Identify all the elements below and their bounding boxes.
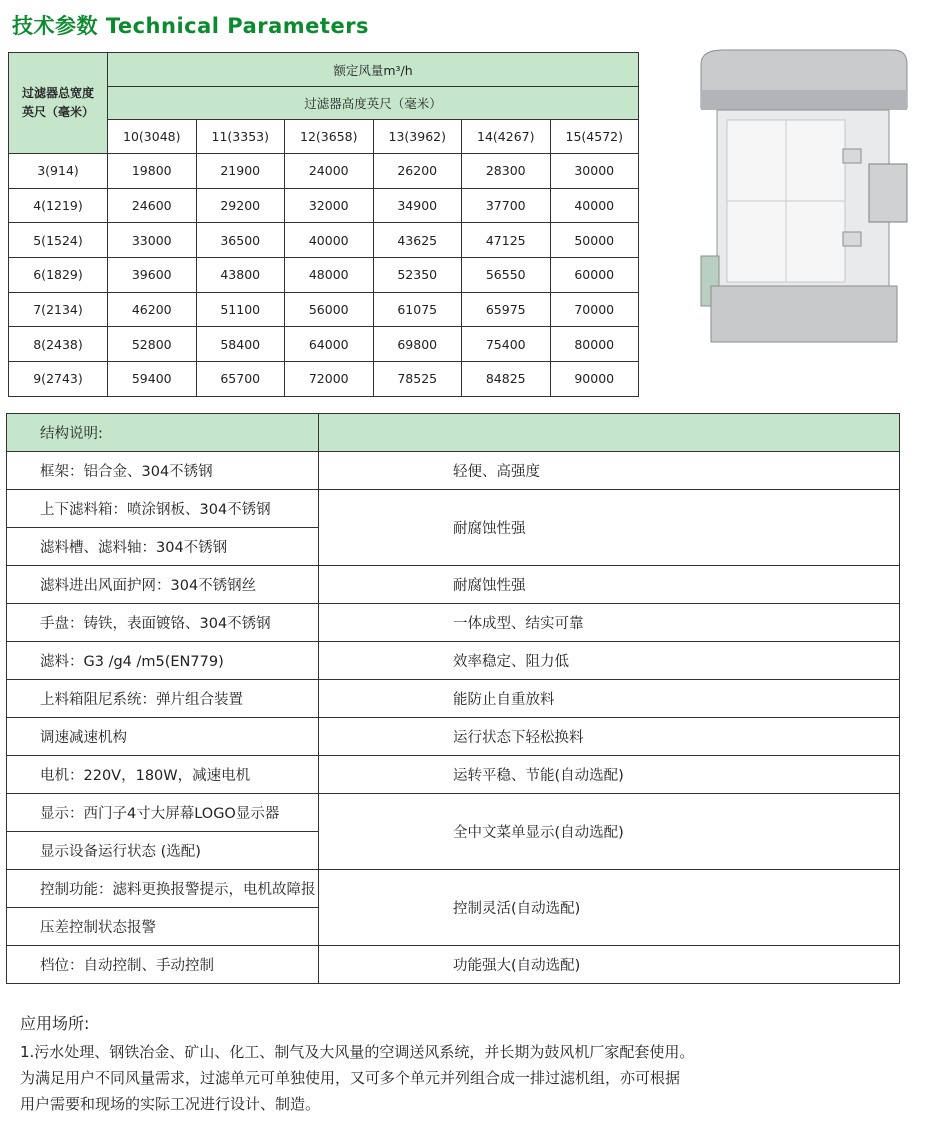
airflow-cell: 43800	[196, 258, 285, 293]
structure-item: 显示设备运行状态 (选配)	[7, 832, 319, 870]
width-cell: 3(914)	[9, 154, 108, 189]
airflow-cell: 32000	[285, 188, 374, 223]
airflow-cell: 75400	[462, 327, 551, 362]
application-section	[20, 1011, 900, 1117]
airflow-cell: 43625	[373, 223, 462, 258]
airflow-cell: 30000	[550, 154, 639, 189]
airflow-cell: 78525	[373, 362, 462, 397]
airflow-cell: 46200	[108, 292, 197, 327]
airflow-cell: 48000	[285, 258, 374, 293]
structure-item: 滤料：G3 /g4 /m5(EN779)	[7, 642, 319, 680]
structure-item: 电机：220V，180W，减速电机	[7, 756, 319, 794]
airflow-cell: 24000	[285, 154, 374, 189]
structure-item: 控制功能：滤料更换报警提示，电机故障报	[7, 870, 319, 908]
structure-table	[6, 413, 900, 984]
feature-cell: 功能强大(自动选配)	[319, 946, 900, 984]
structure-item: 调速减速机构	[7, 718, 319, 756]
table-row	[9, 327, 639, 362]
title-cn: 技术参数	[12, 14, 98, 38]
airflow-cell: 65700	[196, 362, 285, 397]
height-column-header: 14(4267)	[462, 120, 551, 154]
width-cell: 9(2743)	[9, 362, 108, 397]
application-heading: 应用场所:	[20, 1014, 90, 1033]
airflow-cell: 84825	[462, 362, 551, 397]
application-line: 1.污水处理、钢铁冶金、矿山、化工、制气及大风量的空调送风系统，并长期为鼓风机厂家配套使用。	[20, 1043, 695, 1061]
height-column-header: 13(3962)	[373, 120, 462, 154]
airflow-cell: 26200	[373, 154, 462, 189]
structure-header: 结构说明:	[7, 414, 319, 452]
height-header: 过滤器高度英尺（毫米）	[108, 87, 639, 120]
feature-cell: 运行状态下轻松换料	[319, 718, 900, 756]
airflow-cell: 28300	[462, 154, 551, 189]
table-row	[9, 154, 639, 189]
airflow-cell: 33000	[108, 223, 197, 258]
airflow-cell: 19800	[108, 154, 197, 189]
application-line: 用户需要和现场的实际工况进行设计、制造。	[20, 1095, 321, 1113]
airflow-cell: 61075	[373, 292, 462, 327]
structure-header-blank	[319, 414, 900, 452]
airflow-cell: 65975	[462, 292, 551, 327]
structure-item: 显示：西门子4寸大屏幕LOGO显示器	[7, 794, 319, 832]
airflow-cell: 21900	[196, 154, 285, 189]
airflow-cell: 64000	[285, 327, 374, 362]
table-row	[9, 362, 639, 397]
airflow-cell: 52350	[373, 258, 462, 293]
airflow-cell: 24600	[108, 188, 197, 223]
airflow-cell: 56000	[285, 292, 374, 327]
title-en: Technical Parameters	[105, 14, 370, 38]
feature-cell: 全中文菜单显示(自动选配)	[319, 794, 900, 870]
table-row	[9, 292, 639, 327]
structure-item: 档位：自动控制、手动控制	[7, 946, 319, 984]
table-row	[9, 188, 639, 223]
structure-item: 压差控制状态报警	[7, 908, 319, 946]
height-column-header: 12(3658)	[285, 120, 374, 154]
feature-cell: 控制灵活(自动选配)	[319, 870, 900, 946]
airflow-cell: 52800	[108, 327, 197, 362]
airflow-cell: 47125	[462, 223, 551, 258]
feature-cell: 效率稳定、阻力低	[319, 642, 900, 680]
airflow-cell: 58400	[196, 327, 285, 362]
width-cell: 5(1524)	[9, 223, 108, 258]
width-header: 过滤器总宽度 英尺（毫米）	[9, 53, 108, 154]
airflow-cell: 51100	[196, 292, 285, 327]
airflow-cell: 60000	[550, 258, 639, 293]
structure-item: 滤料槽、滤料轴：304不锈钢	[7, 528, 319, 566]
height-column-header: 10(3048)	[108, 120, 197, 154]
application-line: 为满足用户不同风量需求，过滤单元可单独使用，又可多个单元并列组合成一排过滤机组，亦可根据	[20, 1069, 681, 1087]
airflow-cell: 80000	[550, 327, 639, 362]
airflow-cell: 56550	[462, 258, 551, 293]
airflow-cell: 90000	[550, 362, 639, 397]
width-cell: 7(2134)	[9, 292, 108, 327]
height-column-header: 11(3353)	[196, 120, 285, 154]
airflow-cell: 40000	[550, 188, 639, 223]
parameters-table	[8, 52, 639, 397]
width-cell: 8(2438)	[9, 327, 108, 362]
page-title	[12, 10, 369, 40]
feature-cell: 耐腐蚀性强	[319, 566, 900, 604]
feature-cell: 耐腐蚀性强	[319, 490, 900, 566]
airflow-cell: 40000	[285, 223, 374, 258]
structure-item: 滤料进出风面护网：304不锈钢丝	[7, 566, 319, 604]
airflow-cell: 34900	[373, 188, 462, 223]
width-cell: 4(1219)	[9, 188, 108, 223]
width-cell: 6(1829)	[9, 258, 108, 293]
feature-cell: 一体成型、结实可靠	[319, 604, 900, 642]
feature-cell: 能防止自重放料	[319, 680, 900, 718]
airflow-cell: 59400	[108, 362, 197, 397]
airflow-cell: 36500	[196, 223, 285, 258]
airflow-header: 额定风量m³/h	[108, 53, 639, 87]
table-row	[9, 223, 639, 258]
airflow-cell: 70000	[550, 292, 639, 327]
structure-item: 手盘：铸铁，表面镀铬、304不锈钢	[7, 604, 319, 642]
filter-unit-photo	[693, 46, 911, 348]
airflow-cell: 69800	[373, 327, 462, 362]
airflow-cell: 39600	[108, 258, 197, 293]
feature-cell: 运转平稳、节能(自动选配)	[319, 756, 900, 794]
height-column-header: 15(4572)	[550, 120, 639, 154]
structure-item: 框架：铝合金、304不锈钢	[7, 452, 319, 490]
structure-item: 上下滤料箱：喷涂钢板、304不锈钢	[7, 490, 319, 528]
airflow-cell: 72000	[285, 362, 374, 397]
airflow-cell: 29200	[196, 188, 285, 223]
structure-item: 上料箱阻尼系统：弹片组合装置	[7, 680, 319, 718]
airflow-cell: 37700	[462, 188, 551, 223]
feature-cell: 轻便、高强度	[319, 452, 900, 490]
airflow-cell: 50000	[550, 223, 639, 258]
table-row	[9, 258, 639, 293]
